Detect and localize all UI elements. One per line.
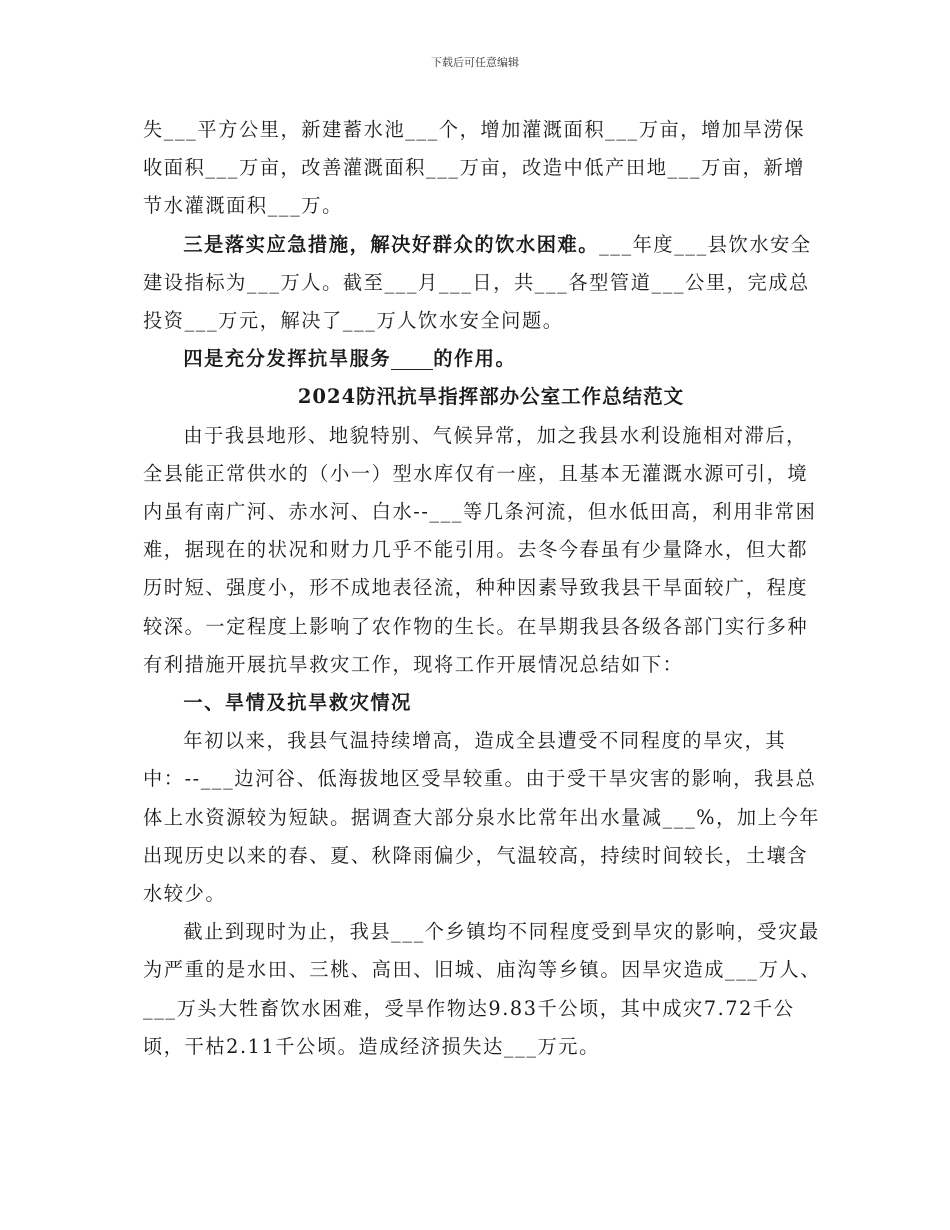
section-heading: 一、旱情及抗旱救灾情况 (183, 691, 412, 715)
paragraph-service-role (143, 340, 823, 378)
paragraph-drought-situation: 年初以来，我县气温持续增高，造成全县遭受不同程度的旱灾，其中：--___边河谷、低海拔地区受旱较重。由于受干旱灾害的影响，我县总体上水资源较为短缺。据调查大部分泉水比常年出水量减___%，加上今年出现历史以来的春、夏、秋降雨偏少，气温较高，持续时间较长，土壤含水较少。 (143, 729, 821, 906)
document-title: 2024防汛抗旱指挥部办公室工作总结范文 (297, 385, 685, 409)
paragraph-body: ___年度___县饮水安全建设指标为___万人。截至___月___日，共___各型管道___公里，完成总投资___万元，解决了___万人饮水安全问题。 (143, 232, 812, 333)
paragraph-irrigation-stats: 失___平方公里，新建蓄水池___个，增加灌溉面积___万亩，增加旱涝保收面积___万亩，改善灌溉面积___万亩，改造中低产田地___万亩，新增节水灌溉面积___万。 (143, 118, 806, 218)
paragraph-lead: 四是充分发挥抗旱服务 (183, 347, 392, 371)
document-body (143, 111, 823, 1066)
blank-field (391, 349, 433, 370)
paragraph-lead: 三是落实应急措施，解决好群众的饮水困难。 (183, 232, 600, 256)
page-header: 下载后可任意编辑 (431, 56, 519, 69)
paragraph-disaster-impact: 截止到现时为止，我县___个乡镇均不同程度受到旱灾的影响，受灾最为严重的是水田、三桃、高田、旧城、庙沟等乡镇。因旱灾造成___万人、___万头大牲畜饮水困难，受旱作物达9.83千公顷，其中成灾7.72千公顷，干枯2.11千公顷。造成经济损失达___万元。 (143, 920, 821, 1058)
paragraph-tail: 的作用。 (433, 347, 517, 371)
paragraph-intro: 由于我县地形、地貌特别、气候异常，加之我县水利设施相对滞后，全县能正常供水的（小一）型水库仅有一座，且基本无灌溉水源可引，境内虽有南广河、赤水河、白水--___等几条河流，但水低田高，利用非常困难，据现在的状况和财力几乎不能引用。去冬今春虽有少量降水，但大都历时短、强度小，形不成地表径流，种种因素导致我县干旱面较广，程度较深。一定程度上影响了农作物的生长。在旱期我县各级各部门实行多种有利措施开展抗旱救灾工作，现将工作开展情况总结如下： (143, 423, 817, 676)
paragraph-water-safety (143, 226, 823, 341)
